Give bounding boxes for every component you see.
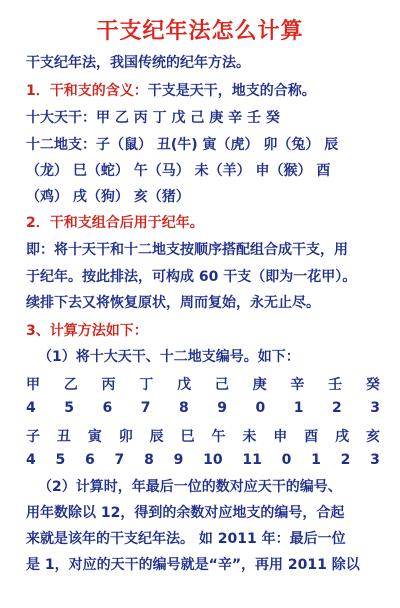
dizhi-number-cell: 4 bbox=[26, 452, 36, 468]
section3-heading: 3、计算方法如下： bbox=[26, 323, 148, 339]
tiangan-cell: 壬 bbox=[328, 377, 343, 393]
dizhi-line-1: 十二地支：子（鼠） 丑(牛) 寅（虎） 卯（兔） 辰 bbox=[26, 137, 339, 153]
dizhi-cell: 戌 bbox=[335, 429, 350, 445]
section1-text: 干支是天干，地支的合称。 bbox=[147, 83, 316, 99]
dizhi-number-cell: 2 bbox=[340, 452, 351, 468]
dizhi-number-cell: 5 bbox=[55, 452, 66, 468]
tiangan-number-cell: 0 bbox=[255, 400, 266, 416]
dizhi-number-cell: 6 bbox=[85, 452, 95, 468]
dizhi-number-cell: 9 bbox=[173, 452, 184, 468]
dizhi-number-cell: 11 bbox=[242, 452, 262, 468]
dizhi-number-cell: 3 bbox=[370, 452, 380, 468]
tiangan-number-cell: 9 bbox=[217, 400, 227, 416]
dizhi-cell: 寅 bbox=[87, 429, 102, 445]
dizhi-cell: 午 bbox=[211, 429, 226, 445]
tiangan-number-cell: 7 bbox=[140, 400, 151, 416]
section2-line-3: 续排下去又将恢复原状，周而复始，永无止尽。 bbox=[26, 295, 320, 311]
tiangan-cell: 癸 bbox=[365, 377, 380, 393]
dizhi-cell: 未 bbox=[242, 429, 257, 445]
tiangan-number-cell: 5 bbox=[64, 400, 74, 416]
tiangan-number-cell: 6 bbox=[102, 400, 113, 416]
dizhi-cell: 卯 bbox=[118, 429, 133, 445]
page-title: 干支纪年法怎么计算 bbox=[96, 19, 304, 44]
tiangan-cell: 甲 bbox=[26, 377, 40, 393]
dizhi-cell: 申 bbox=[273, 429, 288, 445]
dizhi-cell: 辰 bbox=[149, 429, 164, 445]
tiangan-cell: 己 bbox=[214, 377, 229, 393]
tiangan-number-row bbox=[26, 400, 380, 416]
tiangan-cell: 戊 bbox=[177, 377, 192, 393]
dizhi-number-row bbox=[26, 452, 380, 468]
tiangan-cell: 乙 bbox=[63, 377, 78, 393]
tiangan-number-cell: 8 bbox=[179, 400, 189, 416]
step2-line-3: 来就是该年的干支纪年法。 如 2011 年：最后一位 bbox=[26, 531, 346, 547]
section2-line-2: 于纪年。按此排法，可构成 60 干支（即为一花甲）。 bbox=[26, 269, 357, 285]
dizhi-number-cell: 1 bbox=[311, 452, 321, 468]
section2-line-1: 即：将十天干和十二地支按顺序搭配组合成干支，用 bbox=[26, 242, 348, 258]
dizhi-cell: 丑 bbox=[56, 429, 71, 445]
step2-line-1: （2）计算时，年最后一位的数对应天干的编号、 bbox=[38, 479, 342, 495]
tiangan-row bbox=[26, 374, 380, 394]
tiangan-number-cell: 1 bbox=[293, 400, 304, 416]
dizhi-number-cell: 7 bbox=[114, 452, 125, 468]
section1-line bbox=[26, 82, 316, 100]
dizhi-line-2: （龙） 巳（蛇） 午（马） 未（羊） 申（猴） 酉 bbox=[26, 163, 331, 179]
tiangan-cell: 辛 bbox=[290, 377, 305, 393]
dizhi-number-cell: 10 bbox=[203, 452, 223, 468]
step1-text: （1）将十大天干、十二地支编号。如下： bbox=[38, 349, 300, 365]
tiangan-cell: 庚 bbox=[252, 377, 267, 393]
dizhi-cell: 巳 bbox=[180, 429, 195, 445]
tiangan-number-cell: 3 bbox=[370, 400, 380, 416]
tiangan-number-cell: 2 bbox=[332, 400, 342, 416]
dizhi-cell: 子 bbox=[26, 429, 40, 445]
step2-line-4: 是 1，对应的天干的编号就是“辛”，再用 2011 除以 bbox=[26, 557, 360, 573]
dizhi-number-cell: 8 bbox=[144, 452, 154, 468]
tiangan-cell: 丙 bbox=[101, 377, 116, 393]
tiangan-line: 十大天干：甲 乙 丙 丁 戊 己 庚 辛 壬 癸 bbox=[26, 110, 280, 126]
dizhi-number-cell: 0 bbox=[281, 452, 292, 468]
section1-heading: 1．干和支的含义： bbox=[26, 83, 148, 99]
dizhi-line-3: （鸡） 戌（狗） 亥（猪） bbox=[26, 189, 190, 205]
intro-text: 干支纪年法，我国传统的纪年方法。 bbox=[26, 55, 250, 71]
section2-heading: 2．干和支组合后用于纪年。 bbox=[26, 215, 204, 231]
dizhi-cell: 亥 bbox=[365, 429, 380, 445]
tiangan-number-cell: 4 bbox=[26, 400, 36, 416]
tiangan-cell: 丁 bbox=[139, 377, 154, 393]
step2-line-2: 用年数除以 12，得到的余数对应地支的编号，合起 bbox=[26, 505, 345, 521]
dizhi-row bbox=[26, 426, 380, 446]
dizhi-cell: 酉 bbox=[304, 429, 319, 445]
